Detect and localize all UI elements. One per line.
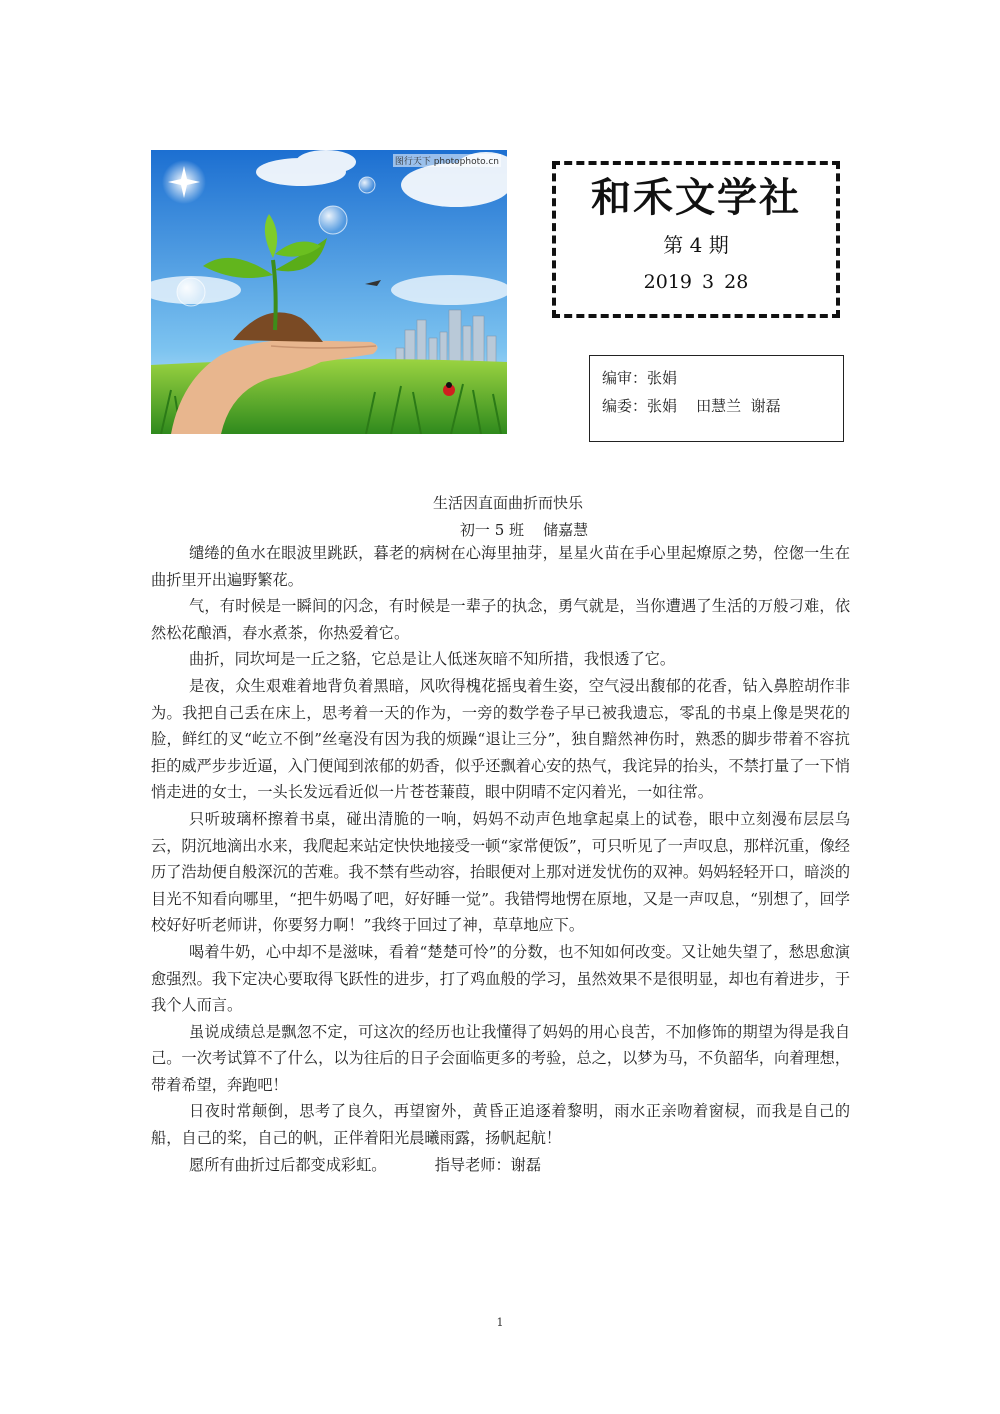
masthead-box (552, 161, 840, 318)
paragraph: 虽说成绩总是飘忽不定，可这次的经历也让我懂得了妈妈的用心良苦，不加修饰的期望为得是我自己。一次考试算不了什么，以为往后的日子会面临更多的考验，总之，以梦为马，不负韶华，向着理想，带着希望，奔跑吧！ (151, 1022, 850, 1094)
watermark-text: 图行天下 photophoto.cn (393, 154, 501, 167)
issue-number: 第 4 期 (663, 233, 729, 257)
paragraph: 喝着牛奶，心中却不是滋味，看着“楚楚可怜”的分数，也不知如何改变。又让她失望了，愁思愈演愈强烈。我下定决心要取得飞跃性的进步，打了鸡血般的学习，虽然效果不是很明显，却也有着进步，于我个人而言。 (151, 942, 850, 1015)
advisor-credit: 指导老师：谢磊 (434, 1155, 542, 1174)
article-title: 生活因直面曲折而快乐 (432, 494, 583, 512)
article-body (151, 540, 850, 1178)
article-author: 初一 5 班 储嘉慧 (459, 521, 589, 539)
reviewer-line (602, 364, 843, 392)
header-image (151, 150, 507, 434)
issue-date: 2019 3 28 (643, 271, 749, 293)
paragraph: 曲折，同坎坷是一丘之貉，它总是让人低迷灰暗不知所措，我恨透了它。 (189, 650, 675, 669)
committee-line (602, 392, 843, 420)
masthead-title: 和禾文学社 (591, 175, 801, 221)
paragraph: 只听玻璃杯擦着书桌，碰出清脆的一响，妈妈不动声色地拿起桌上的试卷，眼中立刻漫布层层乌云，阴沉地滴出水来，我爬起来站定快快地接受一顿“家常便饭”，可只听见了一声叹息，那样沉重，像经历了浩劫便自般深沉的苦难。我不禁有些动容，抬眼便对上那对迸发忧伤的双神。妈妈轻轻开口，暗淡的目光不知看向哪里，“把牛奶喝了吧，好好睡一觉”。我错愕地愣在原地，又是一声叹息，“别想了，回学校好好听老师讲，你要努力啊！”我终于回过了神，草草地应下。 (151, 809, 850, 935)
committee-names: 张娟 田慧兰 谢磊 (647, 397, 781, 415)
editors-box (589, 355, 844, 442)
paragraph: 气，有时候是一瞬间的闪念，有时候是一辈子的执念，勇气就是，当你遭遇了生活的万般刁难，依然松花酿酒，春水煮茶，你热爱着它。 (151, 597, 850, 642)
paragraph: 是夜，众生艰难着地背负着黑暗，风吹得槐花摇曳着生姿，空气浸出馥郁的花香，钻入鼻腔胡作非为。我把自己丢在床上，思考着一天的作为，一旁的数学卷子早已被我遗忘，零乱的书桌上像是哭花的脸，鲜红的叉“屹立不倒”丝毫没有因为我的烦躁“退让三分”，独自黯然神伤时，熟悉的脚步带着不容抗拒的威严步步近逼，入门便闻到浓郁的奶香，似乎还飘着心安的热气，我诧异的抬头，不禁打量了一下悄悄走进的女士，一头长发远看近似一片苍苍蒹葭，眼中阴晴不定闪着光，一如往常。 (151, 676, 850, 802)
committee-label: 编委： (602, 397, 648, 415)
reviewer-label: 编审： (602, 369, 648, 387)
page-number: 1 (496, 1316, 504, 1329)
closing-line (151, 1152, 850, 1179)
paragraph: 日夜时常颠倒，思考了良久，再望窗外，黄昏正追逐着黎明，雨水正亲吻着窗棂，而我是自己的船，自己的桨，自己的帆，正伴着阳光晨曦雨露，扬帆起航！ (151, 1102, 850, 1148)
closing-text: 愿所有曲折过后都变成彩虹。 (189, 1155, 387, 1174)
paragraph: 缱绻的鱼水在眼波里跳跃，暮老的病树在心海里抽芽，星星火苗在手心里起燎原之势，倥偬一生在曲折里开出遍野繁花。 (151, 544, 850, 589)
reviewer-name: 张娟 (647, 369, 678, 387)
